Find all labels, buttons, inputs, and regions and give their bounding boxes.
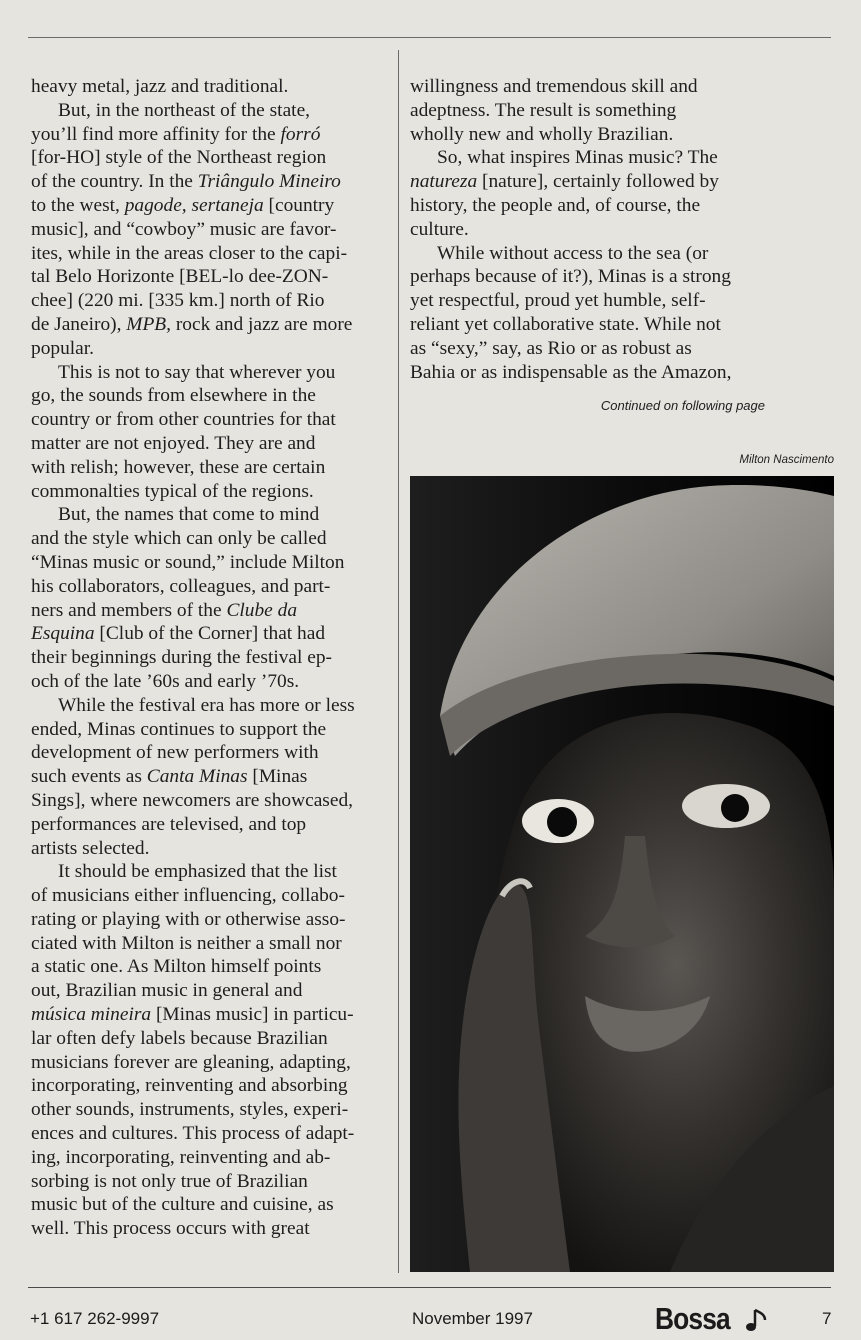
footer-date: November 1997 bbox=[412, 1309, 533, 1328]
article-line: you’ll find more affinity for the forró bbox=[31, 123, 321, 145]
article-line: country or from other countries for that bbox=[31, 409, 336, 431]
article-line: Esquina [Club of the Corner] that had bbox=[31, 623, 326, 645]
portrait-photo bbox=[410, 476, 834, 1272]
article-line: tal Belo Horizonte [BEL-lo dee-ZON- bbox=[31, 266, 329, 288]
article-line: history, the people and, of course, the bbox=[410, 194, 701, 216]
article-line: go, the sounds from elsewhere in the bbox=[31, 385, 316, 407]
article-line: [for-HO] style of the Northeast region bbox=[31, 147, 327, 169]
article-line: such events as Canta Minas [Minas bbox=[31, 766, 308, 788]
footer-phone: +1 617 262-9997 bbox=[30, 1309, 160, 1328]
article-line: incorporating, reinventing and absorbing bbox=[31, 1075, 348, 1097]
top-rule bbox=[28, 37, 831, 38]
article-line: a static one. As Milton himself points bbox=[31, 956, 322, 978]
article-line: But, in the northeast of the state, bbox=[58, 99, 311, 121]
article-line: It should be emphasized that the list bbox=[58, 861, 337, 883]
article-line: So, what inspires Minas music? The bbox=[437, 147, 718, 169]
article-line: de Janeiro), MPB, rock and jazz are more bbox=[31, 313, 353, 335]
article-line: Sings], where newcomers are showcased, bbox=[31, 789, 353, 811]
article-line: heavy metal, jazz and traditional. bbox=[31, 76, 289, 97]
article-line: his collaborators, colleagues, and part- bbox=[31, 575, 331, 597]
column-divider bbox=[398, 50, 399, 1273]
article-line: ners and members of the Clube da bbox=[31, 599, 298, 621]
article-line: their beginnings during the festival ep- bbox=[31, 647, 333, 669]
article-line: reliant yet collaborative state. While not bbox=[410, 313, 721, 335]
photo-caption: Milton Nascimento bbox=[739, 454, 834, 466]
article-line: culture. bbox=[410, 218, 469, 240]
article-line: of musicians either influencing, collabo- bbox=[31, 885, 345, 907]
article-line: other sounds, instruments, styles, experi- bbox=[31, 1099, 349, 1121]
bottom-rule bbox=[28, 1287, 831, 1288]
article-line: ciated with Milton is neither a small nor bbox=[31, 932, 342, 954]
page-number: 7 bbox=[822, 1309, 832, 1328]
article-line: musicians forever are gleaning, adapting, bbox=[31, 1051, 351, 1073]
article-line: lar often defy labels because Brazilian bbox=[31, 1027, 328, 1049]
article-line: och of the late ’60s and early ’70s. bbox=[31, 670, 300, 692]
article-line: perhaps because of it?), Minas is a strong bbox=[410, 266, 731, 288]
article-line: yet respectful, proud yet humble, self- bbox=[410, 290, 706, 312]
article-line: “Minas music or sound,” include Milton bbox=[31, 551, 345, 573]
article-line: matter are not enjoyed. They are and bbox=[31, 432, 316, 454]
article-line: While the festival era has more or less bbox=[58, 694, 355, 716]
article-line: ences and cultures. This process of adapt- bbox=[31, 1123, 355, 1145]
article-line: natureza [nature], certainly followed by bbox=[410, 171, 719, 193]
article-line: adeptness. The result is something bbox=[410, 99, 677, 121]
article-line: chee] (220 mi. [335 km.] north of Rio bbox=[31, 290, 325, 312]
article-line: ites, while in the areas closer to the capi- bbox=[31, 242, 348, 264]
article-right-column bbox=[410, 75, 762, 384]
portrait-illustration bbox=[410, 476, 834, 1272]
article-line: music but of the culture and cuisine, as bbox=[31, 1194, 334, 1216]
article-line: ended, Minas continues to support the bbox=[31, 718, 327, 740]
article-line: But, the names that come to mind bbox=[58, 504, 320, 526]
article-line: willingness and tremendous skill and bbox=[410, 76, 698, 97]
article-line: popular. bbox=[31, 337, 95, 359]
continued-note: Continued on following page bbox=[600, 398, 765, 413]
article-left-column bbox=[31, 75, 383, 1241]
article-line: performances are televised, and top bbox=[31, 813, 307, 835]
article-line: Bahia or as indispensable as the Amazon, bbox=[410, 361, 732, 383]
music-note-icon bbox=[745, 1306, 769, 1334]
article-line: commonalties typical of the regions. bbox=[31, 480, 314, 502]
article-line: out, Brazilian music in general and bbox=[31, 980, 303, 1002]
article-line: While without access to the sea (or bbox=[437, 242, 709, 264]
bossa-logo: Bossa bbox=[655, 1301, 730, 1336]
article-line: This is not to say that wherever you bbox=[58, 361, 336, 383]
article-line: sorbing is not only true of Brazilian bbox=[31, 1170, 308, 1192]
article-line: well. This process occurs with great bbox=[31, 1218, 310, 1240]
article-line: wholly new and wholly Brazilian. bbox=[410, 123, 674, 145]
article-line: artists selected. bbox=[31, 837, 150, 859]
article-line: to the west, pagode, sertaneja [country bbox=[31, 194, 335, 216]
article-line: with relish; however, these are certain bbox=[31, 456, 326, 478]
article-line: and the style which can only be called bbox=[31, 528, 327, 550]
article-line: ing, incorporating, reinventing and ab- bbox=[31, 1146, 331, 1168]
article-line: development of new performers with bbox=[31, 742, 319, 764]
article-line: rating or playing with or otherwise asso- bbox=[31, 908, 346, 930]
article-line: música mineira [Minas music] in particu- bbox=[31, 1004, 354, 1026]
article-line: music], and “cowboy” music are favor- bbox=[31, 218, 337, 240]
article-line: of the country. In the Triângulo Mineiro bbox=[31, 171, 341, 193]
article-line: as “sexy,” say, as Rio or as robust as bbox=[410, 337, 692, 359]
